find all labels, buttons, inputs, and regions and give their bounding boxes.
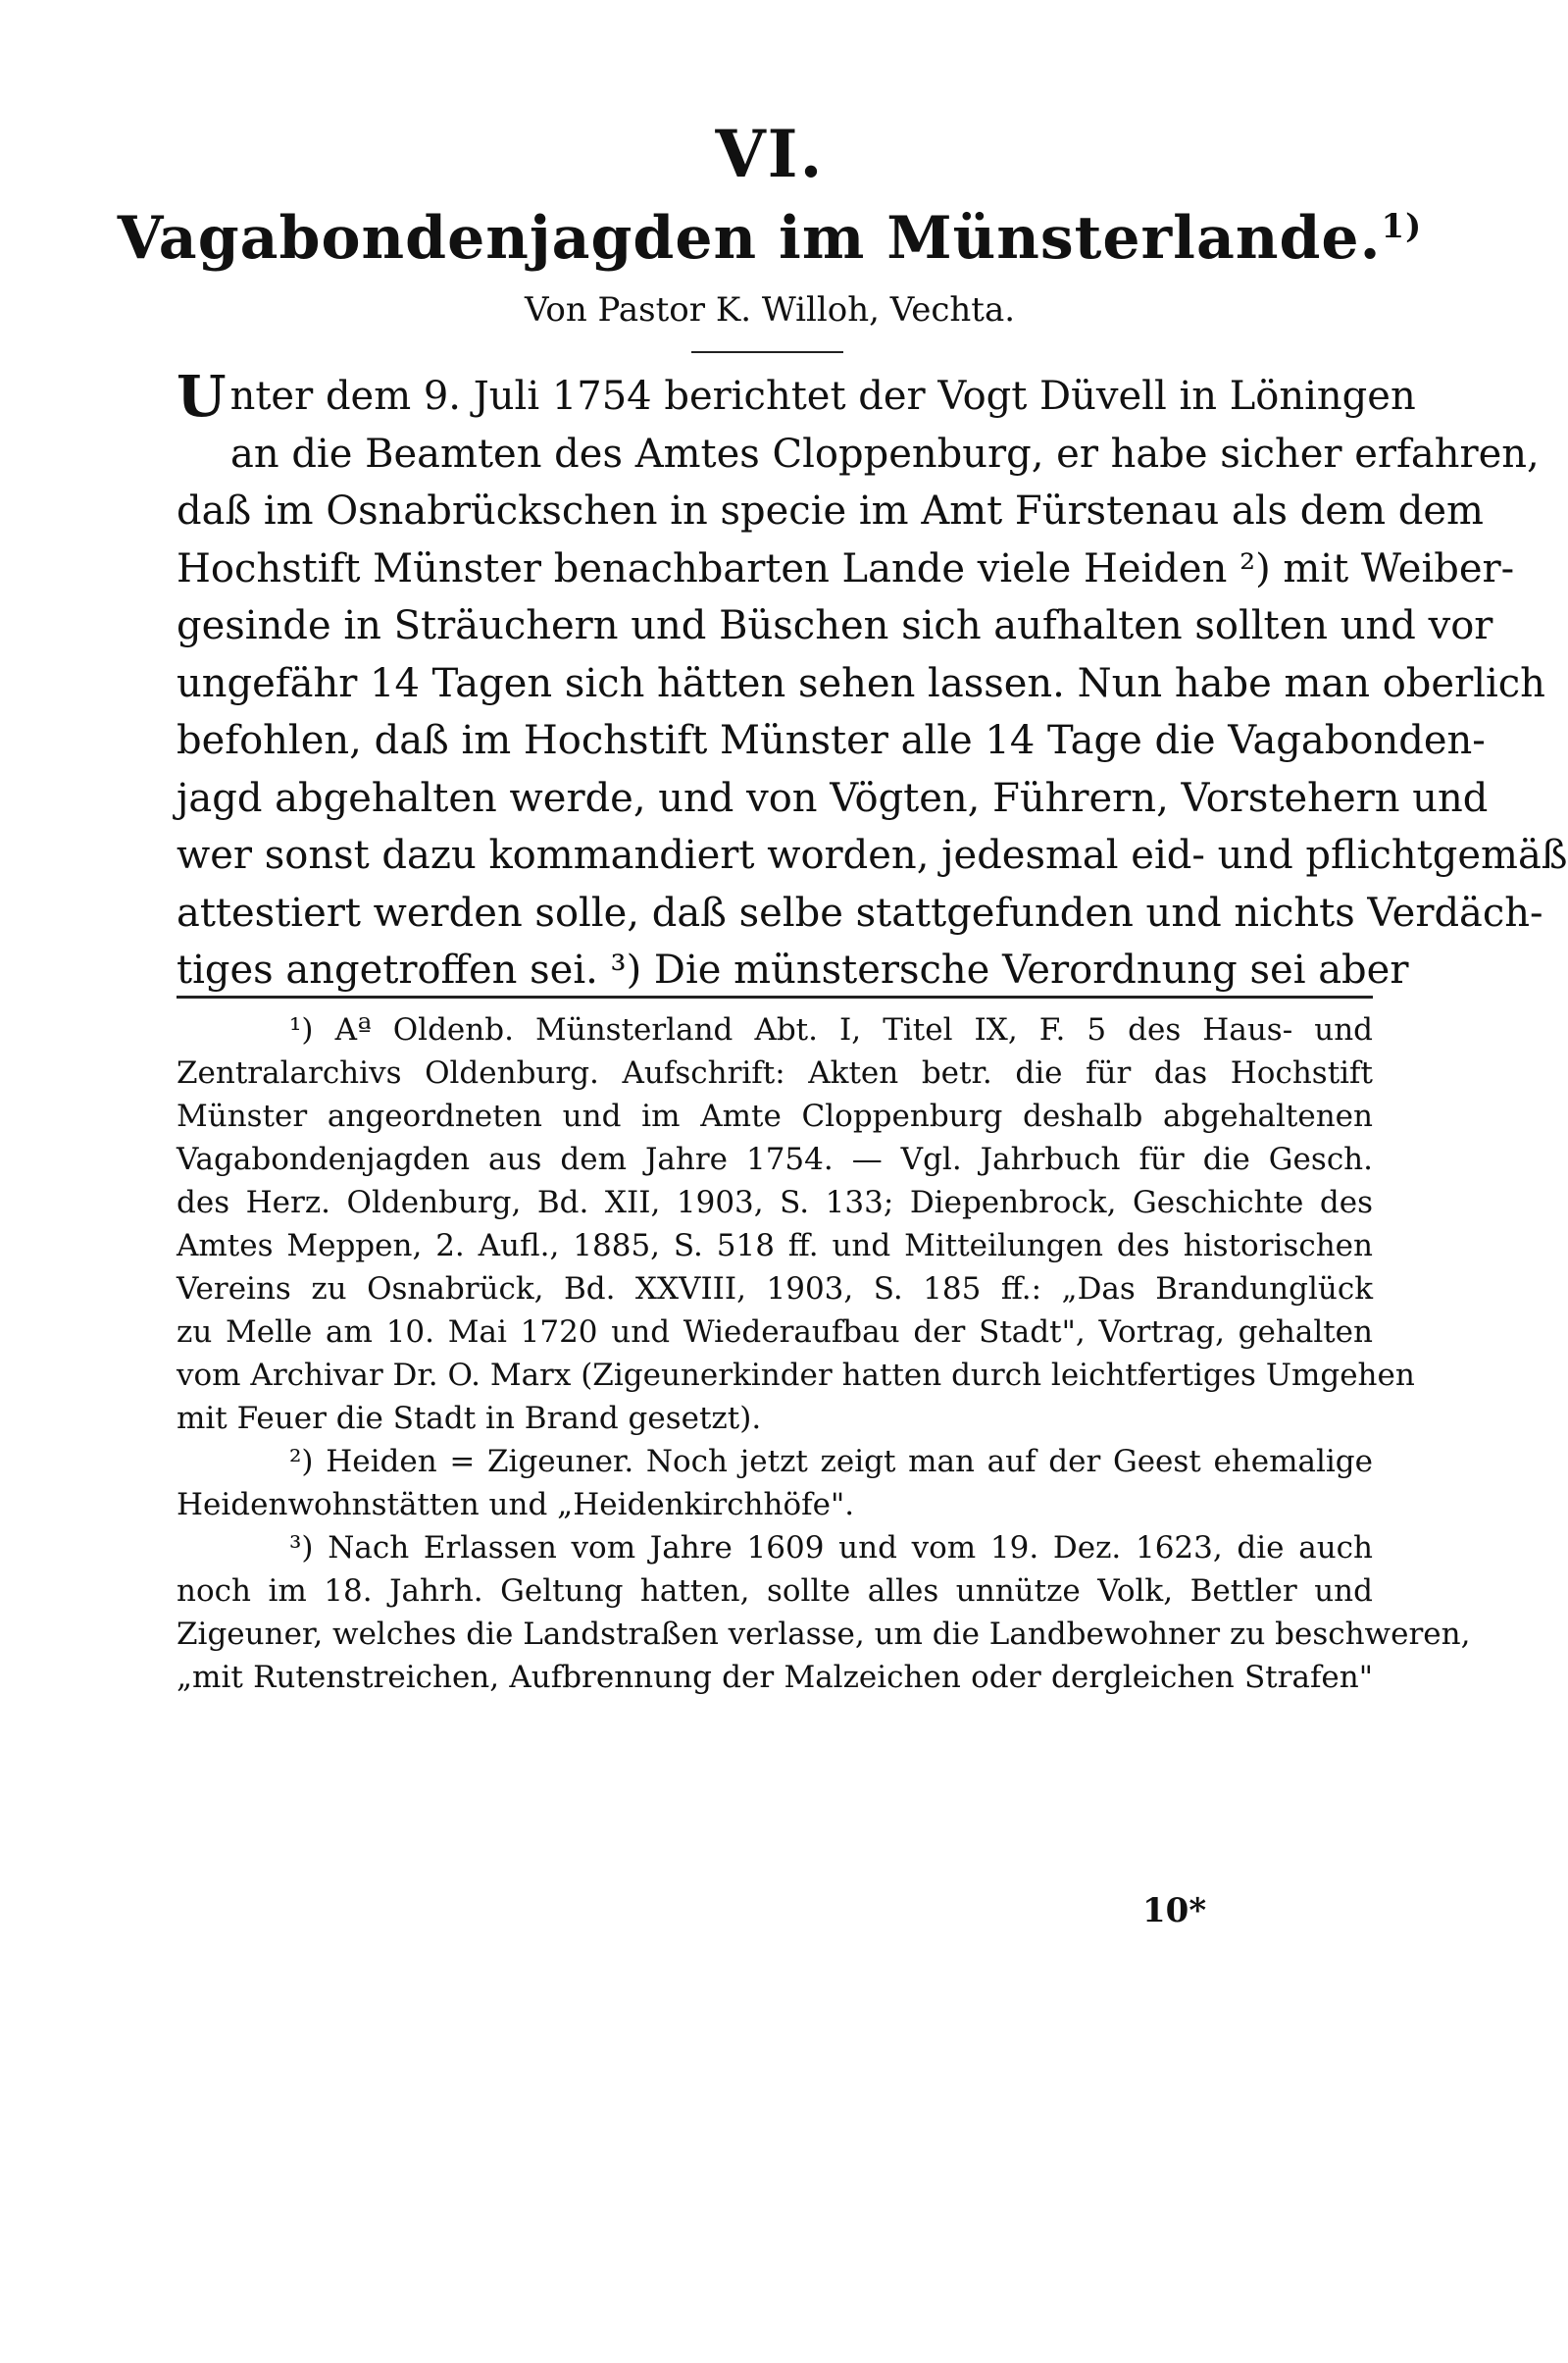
footnotes [177,1008,1471,1699]
footnote-1-line-1: ¹) Aª Oldenb. Münsterland Abt. I, Titel IX, F. 5 des Haus- und [289,1012,1373,1048]
body-line-1-text: nter dem 9. Juli 1754 berichtet der Vogt Düvell in Löningen [229,374,1416,419]
footnote-1-line-3: Münster angeordneten und im Amte Cloppenburg deshalb abgehaltenen [177,1099,1373,1134]
body-line-8: jagd abgehalten werde, und von Vögten, Führern, Vorstehern und [177,775,1489,821]
footnote-3-line-3: Zigeuner, welches die Landstraßen verlasse, um die Landbewohner zu beschweren, [177,1617,1471,1652]
footnote-2-line-2: Heidenwohnstätten und „Heidenkirchhöfe". [177,1487,855,1522]
signature-mark: 10* [1142,1891,1207,1930]
chapter-number: VI. [715,116,825,192]
title-footnote-marker: 1) [1381,207,1423,246]
footnote-3-line-4: „mit Rutenstreichen, Aufbrennung der Malzeichen oder dergleichen Strafen" [177,1660,1373,1695]
drop-cap: U [177,363,227,430]
body-line-11: tiges angetroffen sei. ³) Die münstersche Verordnung sei aber [177,948,1409,993]
article-title-text: Vagabondenjagden im Münsterlande. [117,204,1382,273]
body-line-9: wer sonst dazu kommandiert worden, jedesmal eid- und pflichtgemäß [177,833,1568,878]
footnote-1-line-7: Vereins zu Osnabrück, Bd. XXVIII, 1903, S. 185 ff.: „Das Brandunglück [177,1271,1373,1307]
footnote-3-line-2: noch im 18. Jahrh. Geltung hatten, sollte alles unnütze Volk, Bettler und [177,1573,1373,1609]
body-line-7: befohlen, daß im Hochstift Münster alle 14 Tage die Vagabonden- [177,718,1486,763]
footnote-divider [177,996,1373,999]
body-paragraph [177,363,1568,1000]
footnote-1-line-10: mit Feuer die Stadt in Brand gesetzt). [177,1401,762,1436]
footnote-1-line-2: Zentralarchivs Oldenburg. Aufschrift: Akten betr. die für das Hochstift [177,1055,1373,1091]
author-line: Von Pastor K. Willoh, Vechta. [524,290,1016,330]
title-divider [691,351,843,353]
body-line-3: daß im Osnabrückschen in specie im Amt Fürstenau als dem dem [177,488,1484,534]
footnote-1-line-8: zu Melle am 10. Mai 1720 und Wiederaufbau der Stadt", Vortrag, gehalten [177,1314,1373,1350]
footnote-1-line-6: Amtes Meppen, 2. Aufl., 1885, S. 518 ff. und Mitteilungen des historischen [177,1228,1373,1263]
body-line-6: ungefähr 14 Tagen sich hätten sehen lassen. Nun habe man oberlich [177,660,1545,706]
footnote-2-line-1: ²) Heiden = Zigeuner. Noch jetzt zeigt man auf der Geest ehemalige [289,1444,1373,1479]
body-line-1 [177,363,1416,430]
body-line-10: attestiert werden solle, daß selbe stattgefunden und nichts Verdäch- [177,890,1543,936]
body-line-4: Hochstift Münster benachbarten Lande viele Heiden ²) mit Weiber- [177,545,1515,591]
footnote-1-line-5: des Herz. Oldenburg, Bd. XII, 1903, S. 133; Diepenbrock, Geschichte des [177,1185,1373,1220]
body-line-5: gesinde in Sträuchern und Büschen sich aufhalten sollten und vor [177,603,1493,648]
footnote-1-line-4: Vagabondenjagden aus dem Jahre 1754. — Vgl. Jahrbuch für die Gesch. [177,1142,1373,1177]
article-title [0,204,1540,273]
body-line-2: an die Beamten des Amtes Cloppenburg, er habe sicher erfahren, [230,431,1540,477]
footnote-1-line-9: vom Archivar Dr. O. Marx (Zigeunerkinder hatten durch leichtfertiges Umgehen [177,1358,1415,1393]
footnote-3-line-1: ³) Nach Erlassen vom Jahre 1609 und vom 19. Dez. 1623, die auch [289,1530,1373,1566]
